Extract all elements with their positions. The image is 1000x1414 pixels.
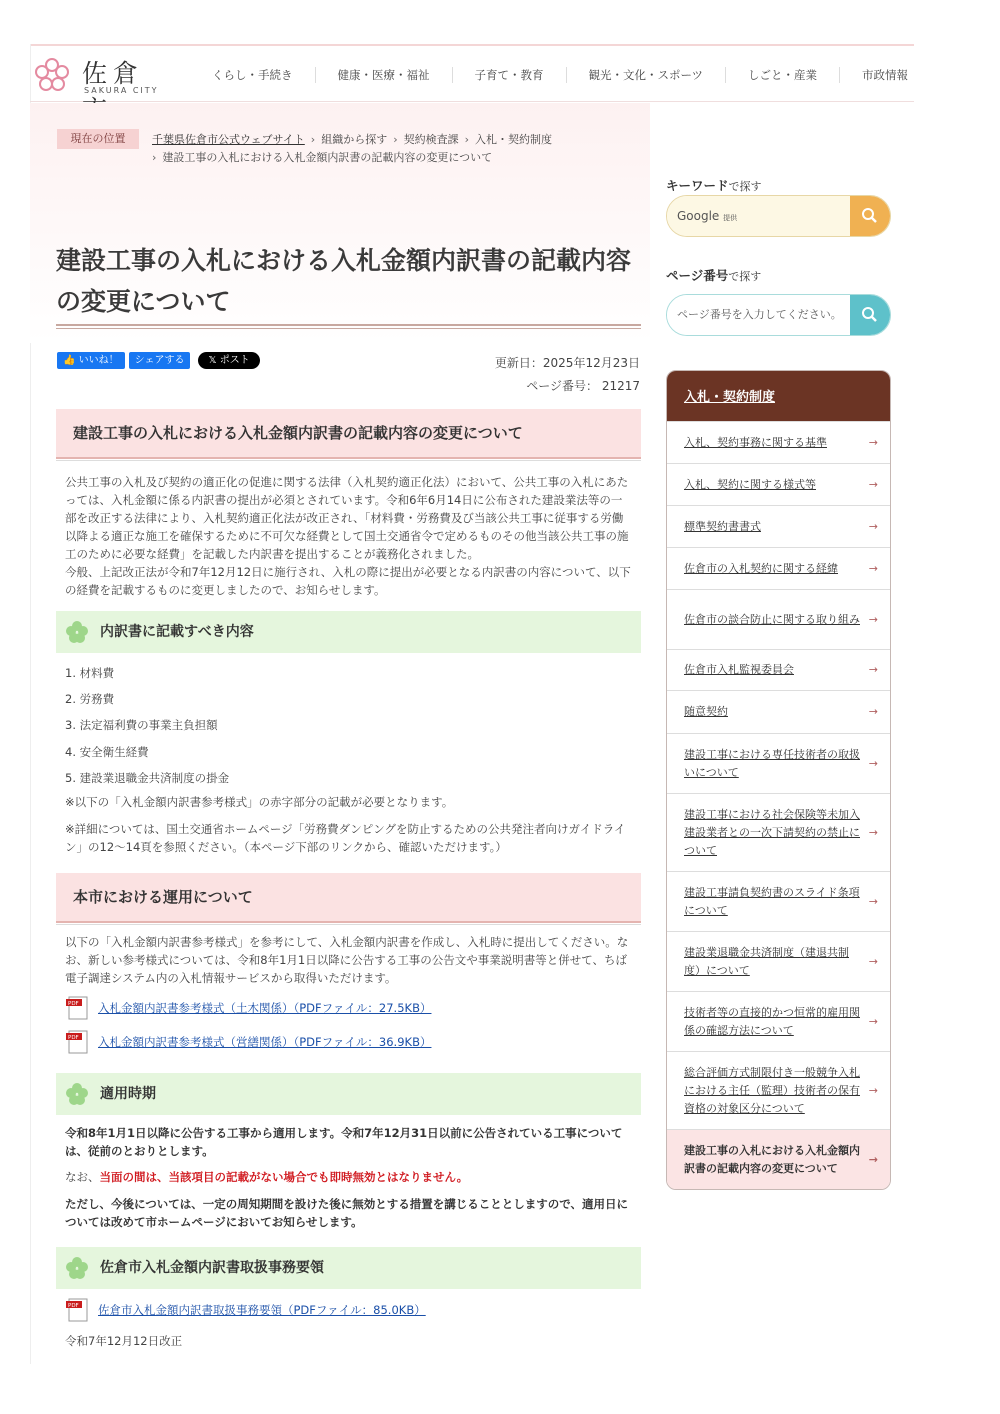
sidebar-item-comprehensive-eval[interactable]	[667, 1051, 890, 1129]
sidebar-item-current[interactable]	[667, 1129, 890, 1189]
arrow-right-icon: →	[868, 756, 878, 770]
google-logo: Google	[677, 209, 720, 223]
page-number-search-heading	[666, 266, 761, 284]
sakura-flower-icon	[32, 56, 72, 96]
nav-item-childcare[interactable]: 子育て・教育	[453, 67, 567, 83]
social-buttons	[57, 352, 260, 369]
arrow-right-icon: →	[868, 1083, 878, 1097]
breadcrumb-label: 現在の位置	[57, 129, 139, 149]
intro-text-block	[56, 460, 641, 599]
period-heading-text: 適用時期	[100, 1086, 156, 1102]
sidebar-item-label: 技術者等の直接的かつ恒常的雇用関係の確認方法について	[684, 1005, 860, 1037]
page-number-input[interactable]: ページ番号を入力してください。	[667, 295, 852, 335]
nav-item-business[interactable]: しごと・産業	[726, 67, 840, 83]
page-number-suffix: で探す	[728, 270, 762, 283]
sidebar-item-label: 佐倉市入札監視委員会	[684, 663, 794, 676]
keyword-search-button[interactable]	[850, 196, 890, 236]
section-heading-rules	[56, 1247, 641, 1289]
sidebar-item-label: 総合評価方式制限付き一般競争入札における主任（監理）技術者の保有資格の対象区分について	[684, 1065, 860, 1115]
sidebar-item-slide-clause[interactable]	[667, 871, 890, 931]
sidebar-item-standard-contract[interactable]	[667, 505, 890, 547]
section-heading-period	[56, 1073, 641, 1115]
breadcrumb	[152, 131, 632, 167]
pdf-file-icon	[65, 995, 91, 1021]
page-number: ページ番号： 21217	[526, 379, 640, 393]
rules-heading-text: 佐倉市入札金額内訳書取扱事務要領	[100, 1260, 324, 1276]
arrow-right-icon: →	[868, 612, 878, 626]
period-text-3: ただし、今後については、一定の周知期間を設けた後に無効とする措置を講じることとしますので、適用日については改めて市ホームページにおいてお知らせします。	[65, 1197, 629, 1229]
keyword-search-heading	[666, 176, 762, 194]
page-meta	[495, 352, 640, 398]
sidebar-item-label: 佐倉市の談合防止に関する取り組み	[684, 612, 860, 626]
keyword-suffix: で探す	[728, 180, 762, 193]
logo-name: 佐倉	[82, 59, 145, 88]
flower-icon	[65, 620, 89, 644]
operation-text-block	[56, 924, 641, 987]
like-label: いいね！	[78, 355, 119, 366]
list-item: 5. 建設業退職金共済制度の掛金	[65, 770, 230, 785]
contents-list	[65, 660, 625, 791]
sidebar-item-negotiated-contract[interactable]	[667, 690, 890, 733]
chevron-right-icon: ›	[393, 133, 398, 146]
contents-heading-text: 内訳書に記載すべき内容	[100, 624, 254, 640]
arrow-right-icon: →	[868, 561, 878, 575]
sidebar-item-label: 入札、契約に関する様式等	[684, 477, 816, 491]
like-button[interactable]	[57, 352, 125, 369]
chevron-right-icon: ›	[310, 133, 316, 146]
sidebar-item-label: 随意契約	[684, 705, 728, 718]
operation-paragraph: 以下の「入札金額内訳書参考様式」を参考にして、入札金額内訳書を作成し、入札時に提出してください。なお、新しい参考様式については、令和8年1月1日以降に公告する工事の公告文や事業説明書等と併せて、ちば電子調達システム内の入札情報サービスから取得いただけます。	[65, 935, 629, 985]
sidebar-item-social-insurance[interactable]	[667, 793, 890, 871]
arrow-right-icon: →	[868, 663, 878, 676]
sidebar-item-committee[interactable]	[667, 649, 890, 690]
sidebar-item-label: 建設工事請負契約書のスライド条項について	[684, 885, 860, 917]
svg-text:PDF: PDF	[68, 1303, 79, 1309]
pdf-link-rules[interactable]	[65, 1297, 426, 1323]
sidebar-item-label: 建設工事の入札における入札金額内訳書の記載内容の変更について	[684, 1143, 860, 1175]
post-label: ポスト	[219, 355, 250, 366]
section-heading-operation: 本市における運用について	[56, 873, 641, 923]
sidebar-item-standards[interactable]	[667, 421, 890, 463]
pdf-link-rules-text[interactable]: 佐倉市入札金額内訳書取扱事務要領（PDFファイル：85.0KB）	[98, 1303, 426, 1317]
x-logo-icon: 𝕏	[208, 355, 220, 366]
sidebar-item-label: 建設業退職金共済制度（建退共制度）について	[684, 945, 849, 977]
list-item: 4. 安全衛生経費	[65, 744, 149, 759]
search-icon	[850, 295, 890, 335]
arrow-right-icon: →	[868, 1152, 878, 1166]
sidebar-item-label: 標準契約書書式	[684, 519, 761, 533]
period-text-2	[65, 1168, 635, 1186]
sidebar-item-label: 佐倉市の入札契約に関する経緯	[684, 561, 838, 575]
list-item: 1. 材料費	[65, 666, 115, 680]
keyword-search-box	[666, 195, 891, 237]
sidebar-item-history[interactable]	[667, 547, 890, 589]
svg-text:PDF: PDF	[68, 1035, 79, 1041]
revised-date: 令和7年12月12日改正	[65, 1334, 183, 1348]
page-title: 建設工事の入札における入札金額内訳書の記載内容の変更について	[56, 246, 632, 316]
period-text-1: 令和8年1月1日以降に公告する工事から適用します。令和7年12月31日以前に公告されている工事については、従前のとおりとします。	[65, 1126, 623, 1158]
sidebar-item-label: 入札、契約事務に関する基準	[684, 435, 827, 449]
list-item: 3. 法定福利費の事業主負担額	[65, 718, 218, 733]
breadcrumb-item[interactable]: 契約検査課	[403, 133, 459, 146]
section-heading-contents	[56, 611, 641, 653]
sidebar-item-forms[interactable]	[667, 463, 890, 505]
sidebar-item-label: 建設工事における専任技術者の取扱いについて	[684, 747, 860, 779]
section-heading-intro: 建設工事の入札における入札金額内訳書の記載内容の変更について	[56, 409, 641, 459]
logo-subtitle: SAKURA CITY	[84, 86, 159, 95]
page-number-label: ページ番号	[666, 268, 729, 283]
arrow-right-icon: →	[868, 825, 878, 839]
flower-icon	[65, 1082, 89, 1106]
keyword-search-input[interactable]	[667, 196, 852, 236]
site-header	[30, 46, 914, 102]
sidebar-menu-title[interactable]: 入札・契約制度	[667, 371, 890, 421]
breadcrumb-item[interactable]: 組織から探す	[321, 133, 388, 146]
nav-item-living[interactable]: くらし・手続き	[190, 67, 316, 83]
intro-paragraph-2: 今般、上記改正法が令和7年12月12日に施行され、入札の際に提出が必要となる内訳書の内容について、以下の経費を記載するものに変更しましたので、お知らせします。	[65, 565, 631, 597]
arrow-right-icon: →	[868, 894, 878, 908]
google-provided-label: 提供	[723, 214, 738, 222]
period-text-2-alert: 当面の間は、当該項目の記載がない場合でも即時無効とはなりません。	[99, 1170, 469, 1184]
intro-paragraph: 公共工事の入札及び契約の適正化の促進に関する法律（入札契約適正化法）において、公共工事の入札にあたっては、入札金額に係る内訳書の提出が必須とされています。令和6年6月14日に公布された建設業法等の一部を改正する法律により、入札契約適正化法が改正され、「材料費・労務費及び当該公共工事に従事する労働以降よる適正な施工を確保するために不可欠な経費として国土交通省令で定めるものその他当該公共工事の施工のために必要な経費」を記載した内訳書を提出することが義務化されました。	[65, 475, 629, 561]
search-icon	[850, 196, 890, 236]
x-post-button[interactable]	[198, 352, 259, 369]
note-details: ※詳細については、国土交通省ホームページ「労務費ダンピングを防止するための公共発注者向けガイドライン」の12～14頁を参照ください。（本ページ下部のリンクから、確認いただけます。）	[65, 822, 626, 854]
site-logo[interactable]	[32, 52, 172, 98]
breadcrumb-current: 建設工事の入札における入札金額内訳書の記載内容の変更について	[162, 151, 493, 164]
breadcrumb-item[interactable]: 入札・契約制度	[475, 133, 553, 146]
arrow-right-icon: →	[868, 519, 878, 533]
sidebar-item-label: 建設工事における社会保険等未加入建設業者との一次下請契約の禁止について	[684, 807, 860, 857]
sidebar-item-retirement-fund[interactable]	[667, 931, 890, 991]
svg-text:PDF: PDF	[68, 1001, 79, 1007]
list-item: 2. 労務費	[65, 692, 115, 707]
title-divider	[56, 324, 641, 329]
pdf-link-civil-text[interactable]: 入札金額内訳書参考様式（土木関係）（PDFファイル：27.5KB）	[98, 1001, 432, 1015]
arrow-right-icon: →	[868, 705, 878, 718]
page-number-search-button[interactable]	[850, 295, 890, 335]
pdf-link-building[interactable]	[65, 1029, 431, 1055]
nav-item-city-info[interactable]: 市政情報	[862, 68, 909, 82]
chevron-right-icon: ›	[152, 151, 157, 164]
arrow-right-icon: →	[868, 1014, 878, 1028]
global-nav	[190, 67, 908, 83]
breadcrumb-home-link[interactable]: 千葉県佐倉市公式ウェブサイト	[152, 133, 305, 146]
nav-item-tourism[interactable]: 観光・文化・スポーツ	[567, 67, 727, 83]
pdf-link-civil[interactable]	[65, 995, 431, 1021]
flower-icon	[65, 1256, 89, 1280]
pdf-file-icon	[65, 1029, 91, 1055]
sidebar-menu	[666, 370, 891, 1190]
page-number-search-box	[666, 294, 891, 336]
note-red-text: ※以下の「入札金額内訳書参考様式」の赤字部分の記載が必要となります。	[65, 795, 454, 809]
nav-item-health[interactable]: 健康・医療・福祉	[316, 67, 453, 83]
sidebar-item-employment-check[interactable]	[667, 991, 890, 1051]
arrow-right-icon: →	[868, 435, 878, 449]
sidebar-item-engineer[interactable]	[667, 733, 890, 793]
period-text-2-prefix: なお、	[65, 1170, 100, 1184]
sidebar-item-anti-collusion[interactable]	[667, 589, 890, 649]
share-button[interactable]: シェアする	[129, 352, 191, 369]
chevron-right-icon: ›	[464, 133, 470, 146]
pdf-link-building-text[interactable]: 入札金額内訳書参考様式（営繕関係）（PDFファイル：36.9KB）	[98, 1035, 432, 1049]
keyword-label: キーワード	[666, 178, 729, 193]
arrow-right-icon: →	[868, 954, 878, 968]
pdf-file-icon	[65, 1297, 91, 1323]
updated-date: 更新日：2025年12月23日	[494, 356, 640, 370]
thumbs-up-icon: 👍	[63, 355, 79, 366]
arrow-right-icon: →	[868, 477, 878, 491]
